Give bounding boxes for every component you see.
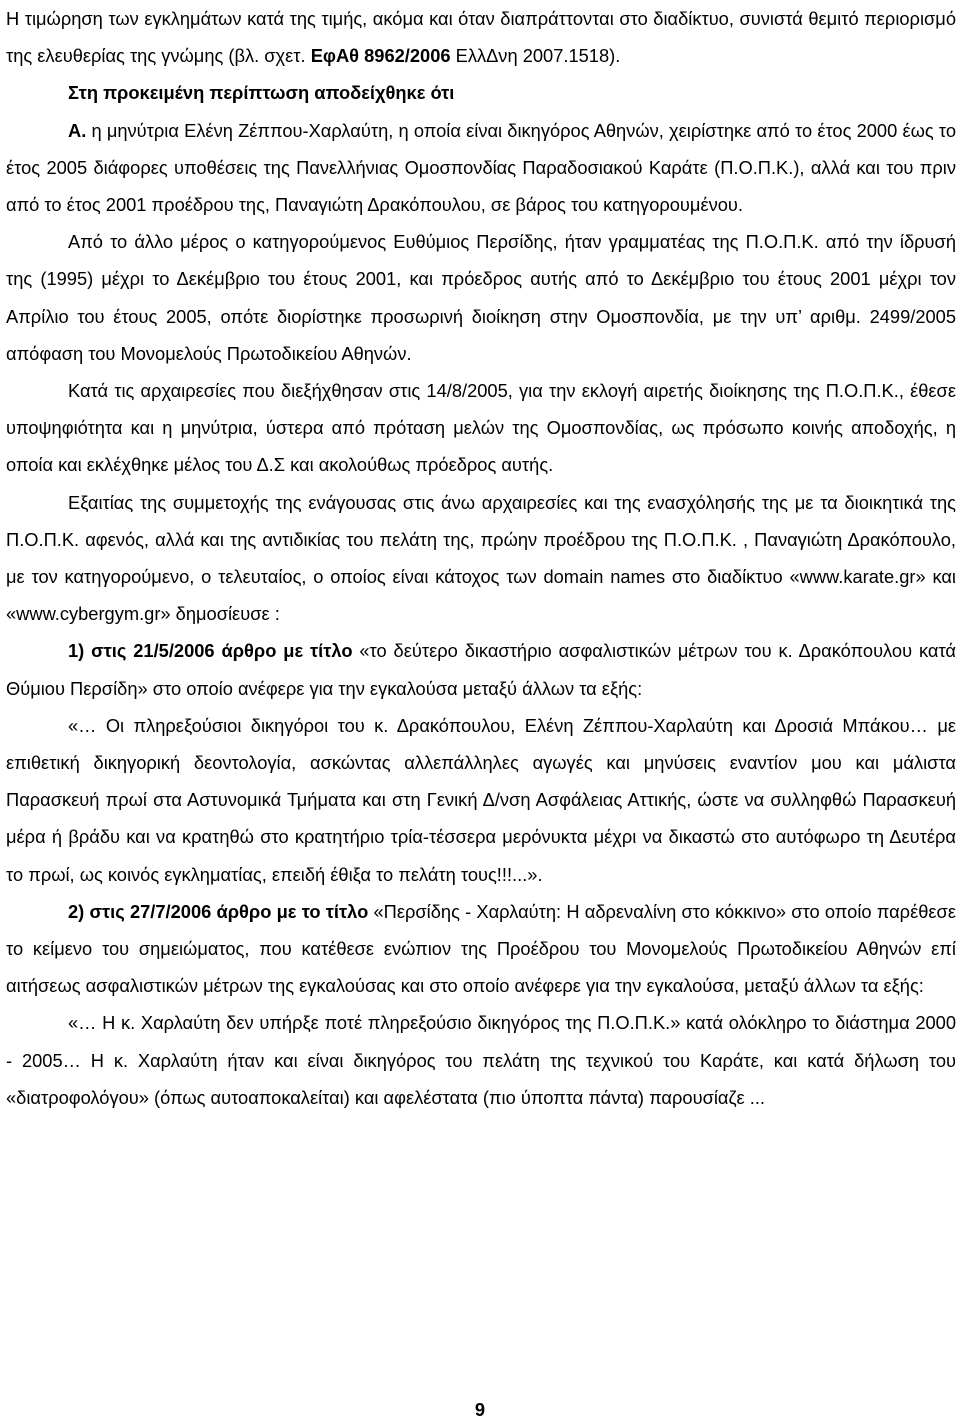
paragraph-1-text: Η τιμώρηση των εγκλημάτων κατά της τιμής, ακόμα και όταν διαπράττονται στο διαδίκτυο, συνιστά θεμιτό περιορισμό της ελευθερίας της γνώμης (βλ. σχετ. <box>6 8 956 67</box>
paragraph-9-text: «Περσίδης - Χαρλαύτη: Η αδρεναλίνη στο κόκκινο» στο οποίο παρέθεσε το κείμενο του σημειώματος, που κατέθεσε ενώπιον της Προέδρου του Μονομελούς Πρωτοδικείου Αθηνών επί αιτήσεως ασφαλιστικών μέτρων της εγκαλούσας και στο οποίο ανέφερε για την εγκαλούσα, μεταξύ άλλων τα εξής: <box>6 900 956 997</box>
paragraph-3-text: η μηνύτρια Ελένη Ζέππου-Χαρλαύτη, η οποία είναι δικηγόρος Αθηνών, χειρίστηκε από το έτος 2000 έως το έτος 2005 διάφορες υποθέσεις της Πανελλήνιας Ομοσπονδίας Παραδοσιακού Καράτε (Π.Ο.Π.Κ.), αλλά και του πριν από το έτος 2001 προέδρου της, Παναγιώτη Δρακόπουλου, σε βάρος του κατηγορουμένου. <box>6 119 956 216</box>
paragraph-7 <box>6 632 956 706</box>
page-number: 9 <box>474 1399 486 1420</box>
paragraph-9-heading: 2) στις 27/7/2006 άρθρο με το τίτλο <box>68 900 369 922</box>
paragraph-1-end: ΕλλΔνη 2007.1518). <box>450 45 621 67</box>
document-page <box>6 0 956 1116</box>
paragraph-5: Κατά τις αρχαιρεσίες που διεξήχθησαν στις 14/8/2005, για την εκλογή αιρετής διοίκησης της Π.Ο.Π.Κ., έθεσε υποψηφιότητα και η μηνύτρια, ύστερα από πρόταση μελών της Ομοσπονδίας, ως πρόσωπο κοινής αποδοχής, η οποία και εκλέχθηκε μέλος του Δ.Σ και ακολούθως πρόεδρος αυτής. <box>6 380 956 476</box>
paragraph-4: Από το άλλο μέρος ο κατηγορούμενος Ευθύμιος Περσίδης, ήταν γραμματέας της Π.Ο.Π.Κ. από την ίδρυσή της (1995) μέχρι το Δεκέμβριο του έτους 2001, και πρόεδρος αυτής από το Δεκέμβριο του έτους 2001 μέχρι τον Απρίλιο του έτους 2005, οπότε διορίστηκε προσωρινή διοίκηση στην Ομοσπονδία, με την υπ’ αριθμ. 2499/2005 απόφαση του Μονομελούς Πρωτοδικείου Αθηνών. <box>6 231 956 364</box>
paragraph-2 <box>6 74 956 111</box>
paragraph-1 <box>6 0 956 74</box>
paragraph-8-quote: «… Οι πληρεξούσιοι δικηγόροι του κ. Δρακόπουλου, Ελένη Ζέππου-Χαρλαύτη και Δροσιά Μπάκου… με επιθετική δικηγορική δεοντολογία, ασκώντας αλλεπάλληλες αγωγές και μηνύσεις εναντίον μου και μάλιστα Παρασκευή πρωί στα Αστυνομικά Τμήματα και στη Γενική Δ/νση Ασφάλειας Αττικής, ώστε να συλληφθώ Παρασκευή μέρα ή βράδυ και να κρατηθώ στο κρατητήριο τρία-τέσσερα μερόνυκτα μέχρι να δικαστώ στο αυτόφωρο τη Δευτέρα το πρωί, ως κοινός εγκληματίας, επειδή έθιξα το πελάτη τους!!!...». <box>6 714 956 885</box>
paragraph-10-quote: «… Η κ. Χαρλαύτη δεν υπήρξε ποτέ πληρεξούσιο δικηγόρος της Π.Ο.Π.Κ.» κατά ολόκληρο το διάστημα 2000 - 2005… Η κ. Χαρλαύτη ήταν και είναι δικηγόρος του πελάτη της τεχνικού του Καράτε, και κατά δήλωση του «διατροφολόγου» (όπως αυτοαποκαλείται) και αφελέστατα (πιο ύποπτα πάντα) παρουσίαζε ... <box>6 1012 956 1108</box>
paragraph-3 <box>6 112 956 224</box>
paragraph-7-text: «το δεύτερο δικαστήριο ασφαλιστικών μέτρων του κ. Δρακόπουλου κατά Θύμιου Περσίδη» στο οποίο ανέφερε για την εγκαλούσα μεταξύ άλλων τα εξής: <box>6 640 956 699</box>
paragraph-7-heading: 1) στις 21/5/2006 άρθρο με τίτλο <box>68 640 353 662</box>
paragraph-2-heading: Στη προκειμένη περίπτωση αποδείχθηκε ότι <box>68 82 455 104</box>
paragraph-3-label: Α. <box>68 119 87 141</box>
case-reference: ΕφΑθ 8962/2006 <box>310 45 451 67</box>
paragraph-6: Εξαιτίας της συμμετοχής της ενάγουσας στις άνω αρχαιρεσίες και της ενασχόλησής της με τα διοικητικά της Π.Ο.Π.Κ. αφενός, αλλά και της αντιδικίας του πελάτη της, πρώην προέδρου της Π.Ο.Π.Κ. , Παναγιώτη Δρακόπουλο, με τον κατηγορούμενο, ο τελευταίος, ο οποίος είναι κάτοχος των domain names στο διαδίκτυο «www.karate.gr» και «www.cybergym.gr» δημοσίευσε : <box>6 491 956 625</box>
paragraph-9 <box>6 893 956 1005</box>
